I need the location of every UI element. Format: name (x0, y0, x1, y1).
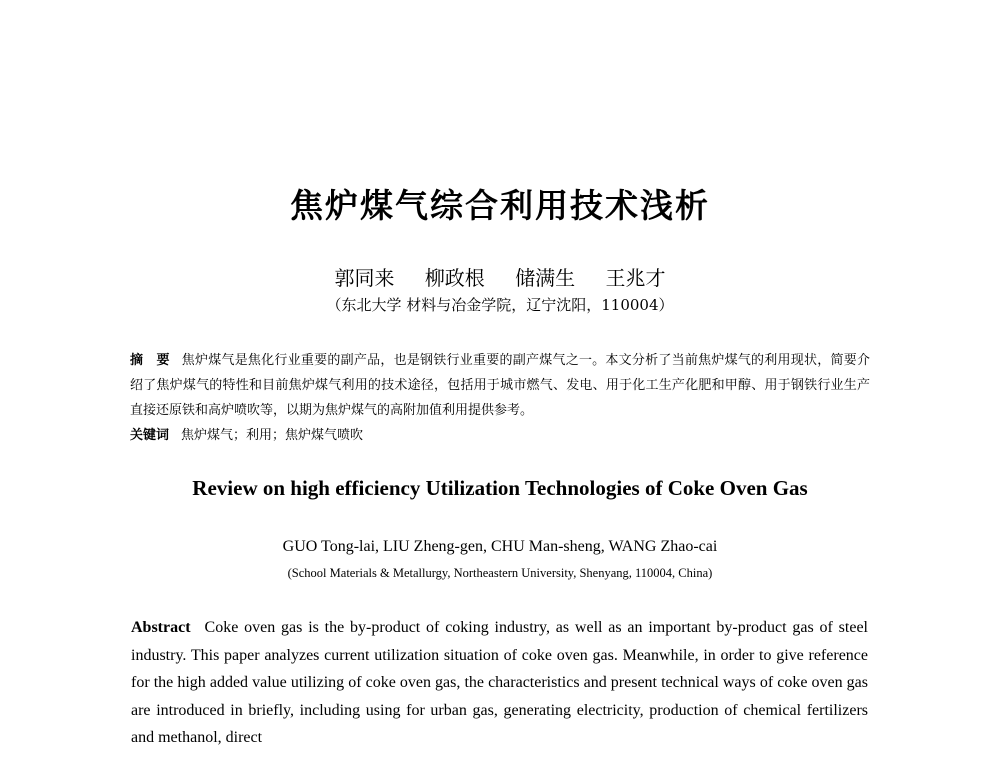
chinese-author: 柳政根 (424, 266, 485, 290)
chinese-abstract (130, 348, 870, 423)
chinese-keywords-label: 关键词 (130, 428, 170, 443)
english-affiliation: (School Materials & Metallurgy, Northeastern University, Shenyang, 110004, China) (287, 566, 713, 580)
english-abstract-label: Abstract (131, 619, 191, 636)
chinese-author: 储满生 (515, 266, 576, 290)
chinese-author: 郭同来 (334, 266, 395, 290)
chinese-affiliation: （东北大学 材料与冶金学院，辽宁沈阳，110004） (326, 296, 674, 314)
chinese-keywords (130, 423, 870, 448)
english-authors: GUO Tong-lai, LIU Zheng-gen, CHU Man-sheng, WANG Zhao-cai (282, 538, 718, 555)
chinese-title: 焦炉煤气综合利用技术浅析 (290, 186, 710, 225)
chinese-abstract-text: 焦炉煤气是焦化行业重要的副产品，也是钢铁行业重要的副产煤气之一。本文分析了当前焦炉煤气的利用现状，简要介绍了焦炉煤气的特性和目前焦炉煤气利用的技术途径，包括用于城市燃气、发电、用于化工生产化肥和甲醇、用于钢铁行业生产直接还原铁和高炉喷吹等，以期为焦炉煤气的高附加值利用提供参考。 (130, 353, 870, 418)
chinese-abstract-label: 摘 要 (130, 353, 170, 368)
english-abstract-text: Coke oven gas is the by-product of coking industry, as well as an important by-product gas of steel industry. This paper analyzes current utilization situation of coke oven gas. Meanwhile, in order to give reference for the high added value utilizing of coke oven gas, the characteristics and present technical ways of coke oven gas are introduced in briefly, including using for urban gas, generating electricity, production of chemical fertilizers and methanol, direct (131, 619, 868, 746)
english-title: Review on high efficiency Utilization Technologies of Coke Oven Gas (192, 476, 808, 500)
chinese-keywords-text: 焦炉煤气；利用；焦炉煤气喷吹 (181, 428, 364, 443)
chinese-author: 王兆才 (605, 266, 666, 290)
english-abstract (131, 614, 868, 760)
chinese-authors (0, 262, 1000, 291)
